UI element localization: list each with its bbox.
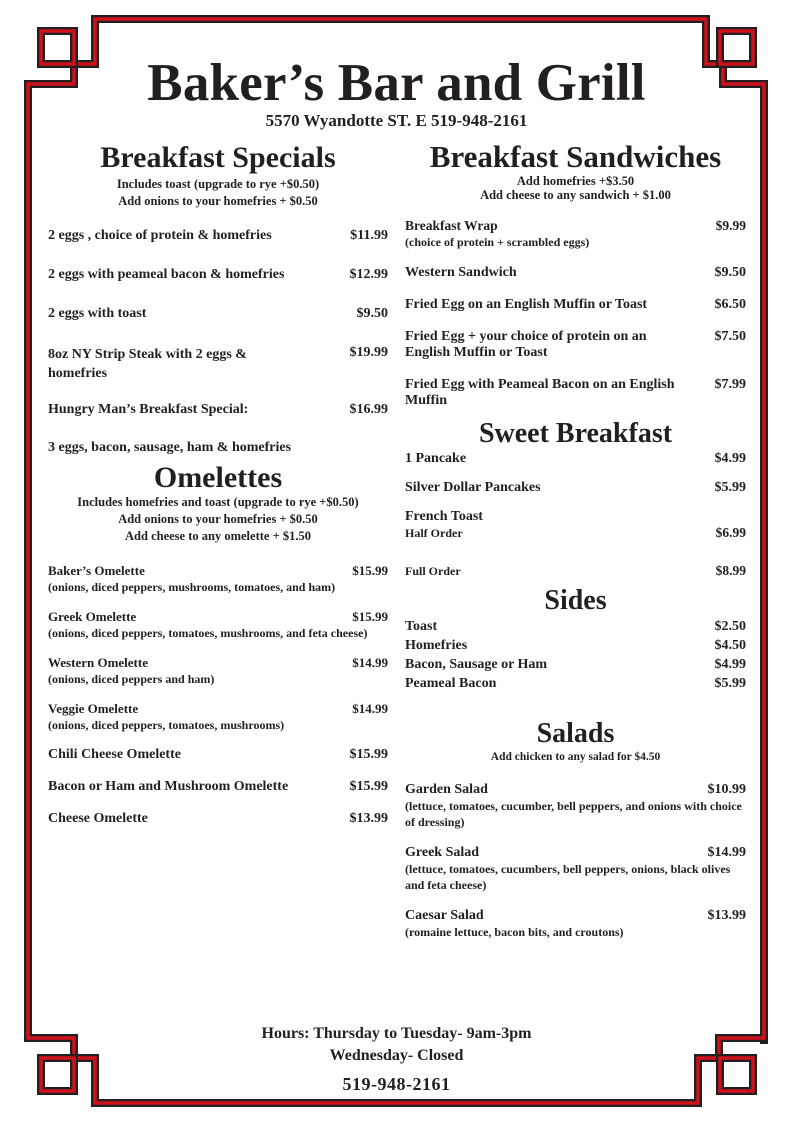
closed-day-text: Wednesday- Closed bbox=[329, 1047, 464, 1064]
menu-item: 2 eggs with peameal bacon & homefries $12.99 bbox=[48, 267, 388, 282]
item-price: $10.99 bbox=[707, 782, 746, 797]
item-description: (onions, diced peppers, tomatoes, mushrooms) bbox=[48, 718, 285, 732]
item-price: $6.99 bbox=[715, 525, 746, 540]
item-price: $12.99 bbox=[349, 267, 388, 282]
item-price: $14.99 bbox=[352, 655, 388, 670]
menu-item: Baker’s Omelette $15.99 (onions, diced peppers, mushrooms, tomatoes, and ham) bbox=[48, 563, 388, 594]
section-breakfast-specials bbox=[48, 140, 388, 456]
menu-item: Bacon, Sausage or Ham $4.99 bbox=[405, 657, 746, 672]
menu-item: Chili Cheese Omelette $15.99 bbox=[48, 747, 388, 762]
section-note: Add cheese to any omelette + $1.50 bbox=[125, 529, 311, 543]
item-price: $6.50 bbox=[714, 297, 746, 312]
item-price: $9.99 bbox=[715, 218, 746, 233]
item-price: $15.99 bbox=[352, 609, 388, 624]
menu-item: Garden Salad $10.99 (lettuce, tomatoes, cucumber, bell peppers, and onions with choice of dressing) bbox=[405, 782, 746, 829]
menu-item: Full Order $8.99 bbox=[405, 563, 746, 578]
item-price: $15.99 bbox=[352, 563, 388, 578]
item-price: $14.99 bbox=[707, 845, 746, 860]
item-price: $7.99 bbox=[714, 377, 746, 392]
section-title: Sides bbox=[544, 585, 607, 616]
menu-item: 2 eggs , choice of protein & homefries $11.99 bbox=[48, 228, 388, 243]
hours-text: Hours: Thursday to Tuesday- 9am-3pm bbox=[261, 1025, 532, 1042]
item-price: $7.50 bbox=[714, 329, 746, 344]
menu-item: Hungry Man’s Breakfast Special: $16.99 bbox=[48, 402, 388, 417]
item-price: $5.99 bbox=[714, 480, 746, 495]
menu-item: Half Order $6.99 bbox=[405, 525, 746, 540]
item-price: $19.99 bbox=[349, 345, 388, 360]
menu-item: 8oz NY Strip Steak with 2 eggs & homefries $19.99 bbox=[48, 345, 388, 381]
item-price: $13.99 bbox=[707, 908, 746, 923]
item-description: (choice of protein + scrambled eggs) bbox=[405, 235, 590, 249]
section-title: Omelettes bbox=[153, 461, 283, 494]
left-column bbox=[48, 140, 388, 827]
menu-item: Bacon or Ham and Mushroom Omelette $15.99 bbox=[48, 779, 388, 794]
menu-item: Western Sandwich $9.50 bbox=[405, 265, 746, 280]
menu-item: Greek Salad $14.99 (lettuce, tomatoes, cucumbers, bell peppers, onions, black olives and feta cheese) bbox=[405, 845, 746, 892]
item-price: $16.99 bbox=[349, 402, 388, 417]
item-price: $4.99 bbox=[714, 451, 746, 466]
restaurant-address: 5570 Wyandotte ST. E 519-948-2161 bbox=[265, 111, 528, 130]
item-price: $2.50 bbox=[714, 619, 746, 634]
section-note: Add cheese to any sandwich + $1.00 bbox=[480, 188, 671, 202]
menu-item: Fried Egg + your choice of protein on an English Muffin or Toast $7.50 bbox=[405, 329, 746, 360]
section-note: Includes toast (upgrade to rye +$0.50) bbox=[116, 177, 320, 191]
menu-item: Toast $2.50 bbox=[405, 619, 746, 634]
item-description: (onions, diced peppers, mushrooms, tomatoes, and ham) bbox=[48, 580, 336, 594]
menu-item: Greek Omelette $15.99 (onions, diced peppers, tomatoes, mushrooms, and feta cheese) bbox=[48, 609, 388, 640]
menu-item: Fried Egg on an English Muffin or Toast $6.50 bbox=[405, 297, 746, 312]
section-note: Add onions to your homefries + $0.50 bbox=[118, 194, 318, 208]
item-price: $13.99 bbox=[349, 811, 388, 826]
section-breakfast-sandwiches bbox=[405, 140, 746, 409]
menu-item: Breakfast Wrap $9.99 (choice of protein + scrambled eggs) bbox=[405, 218, 746, 249]
section-title: Breakfast Specials bbox=[100, 141, 336, 174]
footer-phone: 519-948-2161 bbox=[342, 1074, 451, 1094]
item-price: $4.99 bbox=[714, 657, 746, 672]
section-title: Sweet Breakfast bbox=[478, 418, 673, 449]
item-price: $9.50 bbox=[356, 306, 388, 321]
section-note: Add homefries +$3.50 bbox=[516, 174, 635, 188]
section-sweet-breakfast bbox=[405, 417, 746, 579]
item-price: $8.99 bbox=[715, 563, 746, 578]
item-description: (lettuce, tomatoes, cucumbers, bell peppers, onions, black olives and feta cheese) bbox=[405, 862, 731, 892]
section-title: Salads bbox=[536, 718, 615, 749]
right-column bbox=[405, 140, 746, 940]
menu-item: Silver Dollar Pancakes $5.99 bbox=[405, 480, 746, 495]
section-omelettes bbox=[48, 462, 388, 827]
menu-item: Caesar Salad $13.99 (romaine lettuce, bacon bits, and croutons) bbox=[405, 908, 746, 939]
section-note: Add chicken to any salad for $4.50 bbox=[490, 751, 661, 763]
item-price: $4.50 bbox=[714, 638, 746, 653]
menu-item: 2 eggs with toast $9.50 bbox=[48, 306, 388, 321]
menu-item: Peameal Bacon $5.99 bbox=[405, 676, 746, 691]
menu-item: 1 Pancake $4.99 bbox=[405, 451, 746, 466]
menu-item: French Toast bbox=[405, 509, 483, 524]
item-price: $14.99 bbox=[352, 701, 388, 716]
menu-item: Veggie Omelette $14.99 (onions, diced peppers, tomatoes, mushrooms) bbox=[48, 701, 388, 732]
item-price: $11.99 bbox=[350, 228, 388, 243]
menu-item: Western Omelette $14.99 (onions, diced peppers and ham) bbox=[48, 655, 388, 686]
restaurant-name: Baker’s Bar and Grill bbox=[147, 54, 646, 112]
menu-item: Cheese Omelette $13.99 bbox=[48, 811, 388, 826]
item-price: $15.99 bbox=[349, 779, 388, 794]
menu-item: Homefries $4.50 bbox=[405, 638, 746, 653]
item-price: $5.99 bbox=[714, 676, 746, 691]
item-description: (onions, diced peppers, tomatoes, mushrooms, and feta cheese) bbox=[48, 626, 368, 640]
menu-item: 3 eggs, bacon, sausage, ham & homefries bbox=[48, 440, 292, 455]
item-description: (romaine lettuce, bacon bits, and croutons) bbox=[405, 925, 624, 939]
section-title: Breakfast Sandwiches bbox=[429, 139, 722, 174]
item-description: (onions, diced peppers and ham) bbox=[48, 672, 215, 686]
item-description: (lettuce, tomatoes, cucumber, bell peppers, and onions with choice of dressing) bbox=[405, 799, 742, 829]
section-note: Add onions to your homefries + $0.50 bbox=[118, 512, 318, 526]
item-price: $9.50 bbox=[714, 265, 746, 280]
item-price: $15.99 bbox=[349, 747, 388, 762]
section-note: Includes homefries and toast (upgrade to rye +$0.50) bbox=[77, 495, 359, 509]
menu-item: Fried Egg with Peameal Bacon on an English Muffin $7.99 bbox=[405, 377, 746, 408]
section-sides bbox=[405, 585, 746, 693]
section-salads bbox=[405, 719, 746, 940]
